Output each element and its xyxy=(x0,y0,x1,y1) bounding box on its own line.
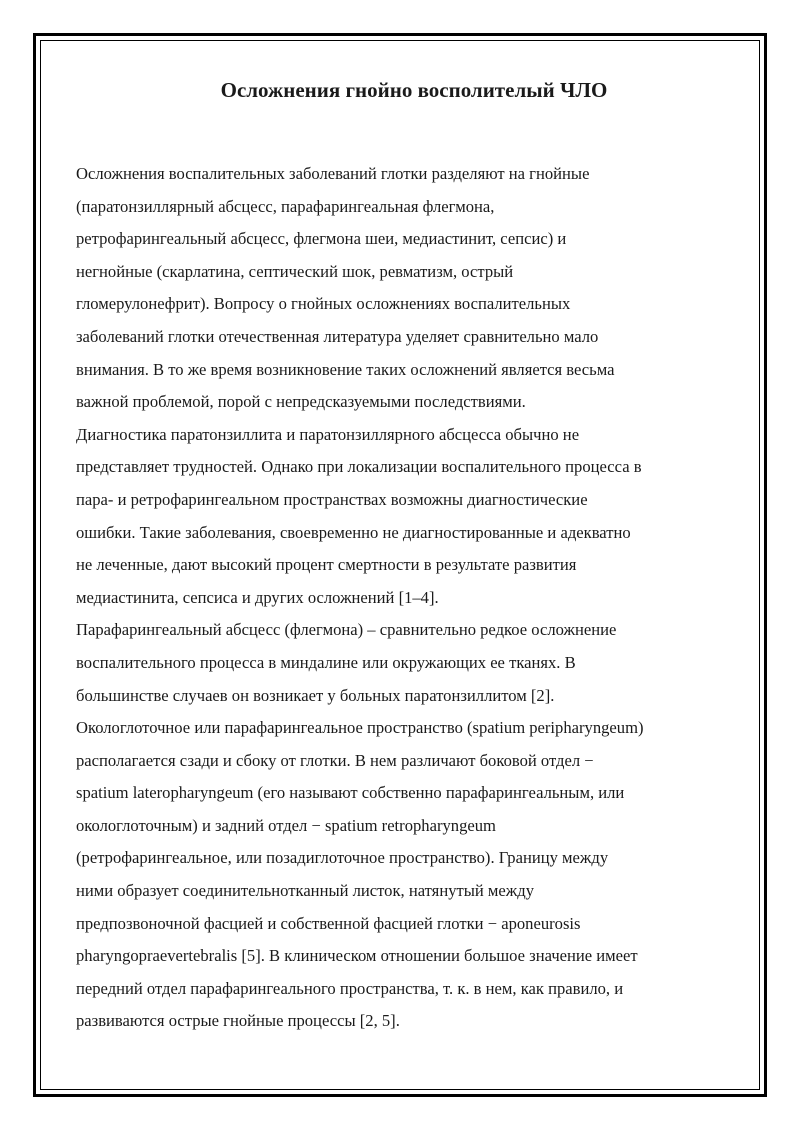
text-line: медиастинита, сепсиса и других осложнений [1–4]. xyxy=(76,587,439,607)
text-line: развиваются острые гнойные процессы [2, 5]. xyxy=(76,1011,400,1031)
text-line: ними образует соединительнотканный листок, натянутый между xyxy=(76,881,534,901)
text-line: окологлоточным) и задний отдел − spatium retropharyngeum xyxy=(76,815,496,835)
text-line: большинстве случаев он возникает у больных паратонзиллитом [2]. xyxy=(76,685,555,705)
text-line: Окологлоточное или парафарингеальное пространство (spatium peripharyngeum) xyxy=(76,718,644,738)
text-line: передний отдел парафарингеального пространства, т. к. в нем, как правило, и xyxy=(76,978,624,998)
document-body xyxy=(76,72,728,1038)
paragraph-complications xyxy=(76,158,728,419)
text-line: важной проблемой, порой с непредсказуемыми последствиями. xyxy=(76,392,526,412)
text-line: (ретрофарингеальное, или позадиглоточное пространство). Границу между xyxy=(76,848,609,868)
text-line: располагается сзади и сбоку от глотки. В нем различают боковой отдел − xyxy=(76,750,594,770)
text-line: представляет трудностей. Однако при локализации воспалительного процесса в xyxy=(76,457,642,477)
text-line: (паратонзиллярный абсцесс, парафарингеальная флегмона, xyxy=(76,196,495,216)
text-line: гломерулонефрит). Вопросу о гнойных осложнениях воспалительных xyxy=(76,294,571,314)
text-line: не леченные, дают высокий процент смертности в результате развития xyxy=(76,555,577,575)
text-line: Парафарингеальный абсцесс (флегмона) – сравнительно редкое осложнение xyxy=(76,620,617,640)
text-line: Диагностика паратонзиллита и паратонзиллярного абсцесса обычно не xyxy=(76,424,580,444)
text-line: pharyngopraevertebralis [5]. В клиническом отношении большое значение имеет xyxy=(76,946,638,966)
text-line: воспалительного процесса в миндалине или окружающих ее тканях. В xyxy=(76,652,576,672)
text-line: пара- и ретрофарингеальном пространствах возможны диагностические xyxy=(76,489,588,509)
text-line: внимания. В то же время возникновение таких осложнений является весьма xyxy=(76,359,615,379)
document-title: Осложнения гнойно восполителый ЧЛО xyxy=(220,78,608,102)
paragraph-parapharyngeal-abscess xyxy=(76,614,728,1038)
text-line: заболеваний глотки отечественная литература уделяет сравнительно мало xyxy=(76,326,599,346)
text-line: Осложнения воспалительных заболеваний глотки разделяют на гнойные xyxy=(76,164,590,183)
text-line: ретрофарингеальный абсцесс, флегмона шеи, медиастинит, сепсис) и xyxy=(76,229,567,249)
paragraph-diagnostics xyxy=(76,419,728,615)
text-line: предпозвоночной фасцией и собственной фасцией глотки − aponeurosis xyxy=(76,913,581,933)
text-line: ошибки. Такие заболевания, своевременно не диагностированные и адекватно xyxy=(76,522,631,542)
text-line: spatium lateropharyngeum (его называют собственно парафарингеальным, или xyxy=(76,783,625,803)
text-line: негнойные (скарлатина, септический шок, ревматизм, острый xyxy=(76,261,514,281)
